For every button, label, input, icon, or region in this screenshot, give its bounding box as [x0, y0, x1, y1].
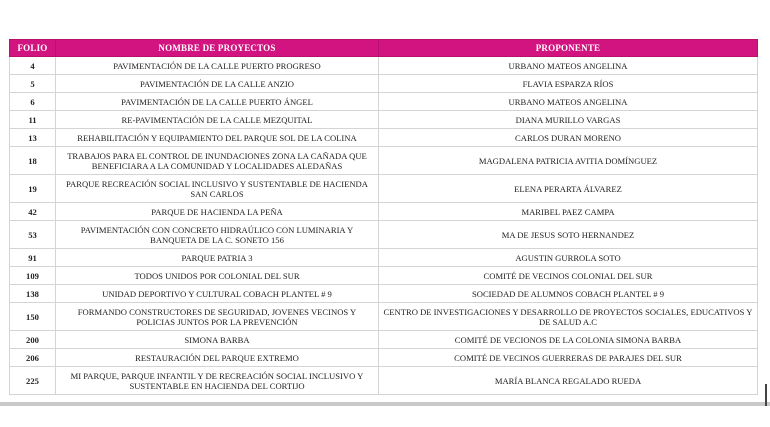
table-row: [10, 129, 758, 147]
table-row: [10, 221, 758, 249]
project-name-cell: RESTAURACIÓN DEL PARQUE EXTREMO: [56, 349, 379, 367]
folio-cell: 19: [10, 175, 56, 203]
table-row: [10, 57, 758, 75]
proponent-cell: AGUSTIN GURROLA SOTO: [379, 249, 758, 267]
header-nombre-de-proyectos: NOMBRE DE PROYECTOS: [56, 40, 379, 57]
table-row: [10, 349, 758, 367]
table-row: [10, 267, 758, 285]
project-name-cell: PAVIMENTACIÓN DE LA CALLE PUERTO PROGRESO: [56, 57, 379, 75]
project-name-cell: PARQUE DE HACIENDA LA PEÑA: [56, 203, 379, 221]
proponent-cell: DIANA MURILLO VARGAS: [379, 111, 758, 129]
folio-cell: 206: [10, 349, 56, 367]
proponent-cell: ELENA PERARTA ÁLVAREZ: [379, 175, 758, 203]
table-row: [10, 203, 758, 221]
table-row: [10, 147, 758, 175]
proponent-cell: SOCIEDAD DE ALUMNOS COBACH PLANTEL # 9: [379, 285, 758, 303]
table-row: [10, 367, 758, 395]
folio-cell: 200: [10, 331, 56, 349]
folio-cell: 11: [10, 111, 56, 129]
proponent-cell: COMITÉ DE VECINOS GUERRERAS DE PARAJES DEL SUR: [379, 349, 758, 367]
project-name-cell: TRABAJOS PARA EL CONTROL DE INUNDACIONES ZONA LA CAÑADA QUE BENEFICIARA A LA COMUNIDAD Y LOCALIDADES ALEDAÑAS: [56, 147, 379, 175]
header-folio: FOLIO: [10, 40, 56, 57]
project-name-cell: FORMANDO CONSTRUCTORES DE SEGURIDAD, JOVENES VECINOS Y POLICIAS JUNTOS POR LA PREVENCIÓN: [56, 303, 379, 331]
project-name-cell: RE-PAVIMENTACIÓN DE LA CALLE MEZQUITAL: [56, 111, 379, 129]
folio-cell: 109: [10, 267, 56, 285]
project-name-cell: REHABILITACIÓN Y EQUIPAMIENTO DEL PARQUE SOL DE LA COLINA: [56, 129, 379, 147]
table-row: [10, 93, 758, 111]
project-name-cell: SIMONA BARBA: [56, 331, 379, 349]
bottom-divider-bar: [0, 402, 770, 427]
table-header-row: [10, 40, 758, 57]
proponent-cell: FLAVIA ESPARZA RÍOS: [379, 75, 758, 93]
table-row: [10, 111, 758, 129]
proponent-cell: URBANO MATEOS ANGELINA: [379, 93, 758, 111]
table-row: [10, 75, 758, 93]
proponent-cell: MAGDALENA PATRICIA AVITIA DOMÍNGUEZ: [379, 147, 758, 175]
folio-cell: 4: [10, 57, 56, 75]
project-name-cell: PAVIMENTACIÓN DE LA CALLE PUERTO ÁNGEL: [56, 93, 379, 111]
project-name-cell: PARQUE PATRIA 3: [56, 249, 379, 267]
folio-cell: 138: [10, 285, 56, 303]
table-row: [10, 249, 758, 267]
projects-table-container: [9, 39, 757, 395]
folio-cell: 91: [10, 249, 56, 267]
projects-table: [9, 39, 758, 395]
proponent-cell: URBANO MATEOS ANGELINA: [379, 57, 758, 75]
project-name-cell: MI PARQUE, PARQUE INFANTIL Y DE RECREACIÓN SOCIAL INCLUSIVO Y SUSTENTABLE EN HACIENDA DEL CORTIJO: [56, 367, 379, 395]
folio-cell: 225: [10, 367, 56, 395]
folio-cell: 5: [10, 75, 56, 93]
proponent-cell: CARLOS DURAN MORENO: [379, 129, 758, 147]
table-row: [10, 285, 758, 303]
folio-cell: 6: [10, 93, 56, 111]
project-name-cell: PAVIMENTACIÓN DE LA CALLE ANZIO: [56, 75, 379, 93]
folio-cell: 53: [10, 221, 56, 249]
header-proponente: PROPONENTE: [379, 40, 758, 57]
proponent-cell: MA DE JESUS SOTO HERNANDEZ: [379, 221, 758, 249]
folio-cell: 13: [10, 129, 56, 147]
proponent-cell: COMITÉ DE VECIONOS DE LA COLONIA SIMONA BARBA: [379, 331, 758, 349]
project-name-cell: PAVIMENTACIÓN CON CONCRETO HIDRAÚLICO CON LUMINARIA Y BANQUETA DE LA C. SONETO 156: [56, 221, 379, 249]
folio-cell: 42: [10, 203, 56, 221]
proponent-cell: MARIBEL PAEZ CAMPA: [379, 203, 758, 221]
table-row: [10, 331, 758, 349]
project-name-cell: TODOS UNIDOS POR COLONIAL DEL SUR: [56, 267, 379, 285]
folio-cell: 150: [10, 303, 56, 331]
project-name-cell: UNIDAD DEPORTIVO Y CULTURAL COBACH PLANTEL # 9: [56, 285, 379, 303]
folio-cell: 18: [10, 147, 56, 175]
table-row: [10, 303, 758, 331]
proponent-cell: CENTRO DE INVESTIGACIONES Y DESARROLLO DE PROYECTOS SOCIALES, EDUCATIVOS Y DE SALUD A.C: [379, 303, 758, 331]
table-row: [10, 175, 758, 203]
proponent-cell: COMITÉ DE VECINOS COLONIAL DEL SUR: [379, 267, 758, 285]
scrollbar-marker[interactable]: [765, 384, 767, 406]
proponent-cell: MARÍA BLANCA REGALADO RUEDA: [379, 367, 758, 395]
project-name-cell: PARQUE RECREACIÓN SOCIAL INCLUSIVO Y SUSTENTABLE DE HACIENDA SAN CARLOS: [56, 175, 379, 203]
